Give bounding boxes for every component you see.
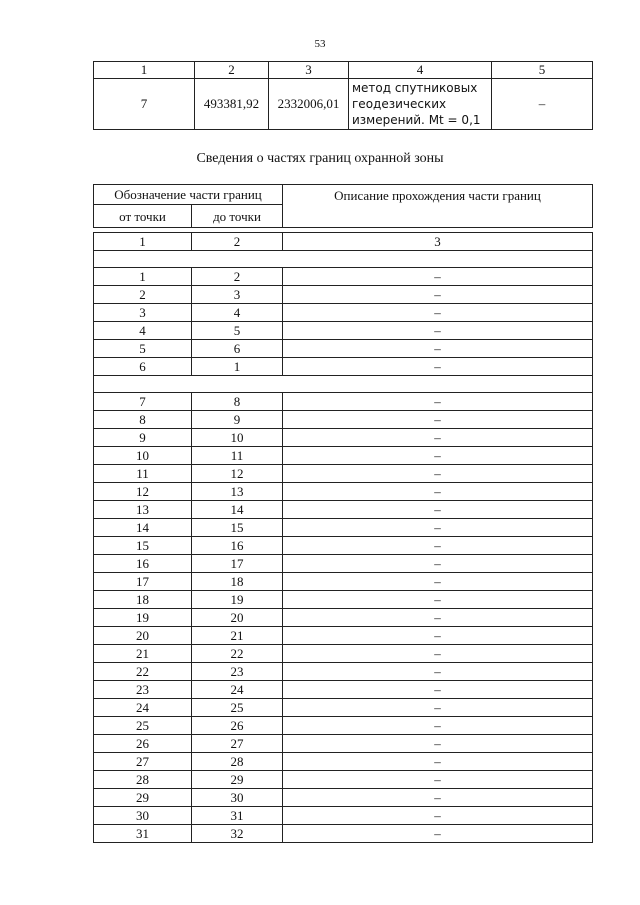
to-point-cell: 12 — [192, 465, 283, 483]
from-point-cell: 24 — [94, 699, 192, 717]
table-row — [94, 537, 593, 555]
from-point-cell: 23 — [94, 681, 192, 699]
group-separator-row — [94, 251, 593, 268]
from-point-cell: 12 — [94, 483, 192, 501]
from-point-cell: 28 — [94, 771, 192, 789]
table2-column-numbers-row — [94, 233, 593, 251]
table-row — [94, 591, 593, 609]
section-caption: Сведения о частях границ охранной зоны — [196, 151, 444, 166]
point-number-cell: 7 — [94, 79, 195, 130]
table-row — [94, 717, 593, 735]
to-point-cell: 2 — [192, 268, 283, 286]
boundary-parts-table — [93, 184, 593, 843]
description-cell: – — [283, 483, 593, 501]
to-point-cell: 31 — [192, 807, 283, 825]
from-point-cell: 4 — [94, 322, 192, 340]
to-point-cell: 9 — [192, 411, 283, 429]
description-cell: – — [283, 753, 593, 771]
table-row — [94, 286, 593, 304]
from-point-cell: 17 — [94, 573, 192, 591]
to-point-cell: 13 — [192, 483, 283, 501]
description-cell: – — [283, 717, 593, 735]
table1-header-cell: 2 — [195, 62, 269, 79]
to-point-cell: 6 — [192, 340, 283, 358]
description-cell: – — [283, 322, 593, 340]
table-row — [94, 465, 593, 483]
description-cell: – — [283, 771, 593, 789]
method-line: метод спутниковых — [352, 81, 478, 95]
table-row — [94, 411, 593, 429]
from-point-cell: 19 — [94, 609, 192, 627]
description-cell: – — [283, 627, 593, 645]
table-row — [94, 393, 593, 411]
from-point-cell: 22 — [94, 663, 192, 681]
to-point-cell: 16 — [192, 537, 283, 555]
description-cell: – — [283, 573, 593, 591]
table-row — [94, 627, 593, 645]
to-point-cell: 10 — [192, 429, 283, 447]
table1-row — [94, 79, 593, 130]
table-row — [94, 573, 593, 591]
description-cell: – — [283, 465, 593, 483]
description-cell: – — [283, 304, 593, 322]
to-point-cell: 8 — [192, 393, 283, 411]
table-row — [94, 645, 593, 663]
from-point-cell: 13 — [94, 501, 192, 519]
from-point-cell: 3 — [94, 304, 192, 322]
to-point-cell: 1 — [192, 358, 283, 376]
table-row — [94, 699, 593, 717]
table1-header-cell: 5 — [492, 62, 593, 79]
to-point-cell: 11 — [192, 447, 283, 465]
from-point-cell: 11 — [94, 465, 192, 483]
x-coordinate-cell: 493381,92 — [195, 79, 269, 130]
description-cell: – — [283, 429, 593, 447]
to-point-cell: 25 — [192, 699, 283, 717]
from-point-cell: 31 — [94, 825, 192, 843]
table1-header-cell: 3 — [269, 62, 349, 79]
from-point-cell: 6 — [94, 358, 192, 376]
extra-cell: – — [492, 79, 593, 130]
description-cell: – — [283, 825, 593, 843]
description-cell: – — [283, 609, 593, 627]
col-number-cell: 2 — [192, 233, 283, 251]
from-point-cell: 7 — [94, 393, 192, 411]
from-point-cell: 16 — [94, 555, 192, 573]
col-number-cell: 3 — [283, 233, 593, 251]
header-to-cell: до точки — [192, 205, 283, 228]
table-row — [94, 789, 593, 807]
to-point-cell: 20 — [192, 609, 283, 627]
to-point-cell: 22 — [192, 645, 283, 663]
table-row — [94, 501, 593, 519]
to-point-cell: 30 — [192, 789, 283, 807]
to-point-cell: 27 — [192, 735, 283, 753]
to-point-cell: 18 — [192, 573, 283, 591]
description-cell: – — [283, 519, 593, 537]
description-cell: – — [283, 663, 593, 681]
table1-header-cell: 4 — [349, 62, 492, 79]
description-cell: – — [283, 501, 593, 519]
method-line: измерений. Mt = 0,1 — [352, 113, 481, 127]
description-cell: – — [283, 411, 593, 429]
group-separator-row — [94, 376, 593, 393]
table-row — [94, 555, 593, 573]
to-point-cell: 3 — [192, 286, 283, 304]
header-from-cell: от точки — [94, 205, 192, 228]
col-number-cell: 1 — [94, 233, 192, 251]
description-cell: – — [283, 645, 593, 663]
table-row — [94, 304, 593, 322]
description-cell: – — [283, 537, 593, 555]
from-point-cell: 1 — [94, 268, 192, 286]
to-point-cell: 19 — [192, 591, 283, 609]
table1-header-cell: 1 — [94, 62, 195, 79]
to-point-cell: 28 — [192, 753, 283, 771]
y-coordinate-cell: 2332006,01 — [269, 79, 349, 130]
table-row — [94, 483, 593, 501]
table-row — [94, 322, 593, 340]
description-cell: – — [283, 286, 593, 304]
from-point-cell: 18 — [94, 591, 192, 609]
table-row — [94, 681, 593, 699]
from-point-cell: 8 — [94, 411, 192, 429]
from-point-cell: 26 — [94, 735, 192, 753]
to-point-cell: 32 — [192, 825, 283, 843]
table-row — [94, 340, 593, 358]
method-line: геодезических — [352, 97, 447, 111]
to-point-cell: 21 — [192, 627, 283, 645]
table-row — [94, 771, 593, 789]
table-row — [94, 519, 593, 537]
header-desc-cell: Описание прохождения части границ — [283, 185, 593, 228]
to-point-cell: 24 — [192, 681, 283, 699]
from-point-cell: 14 — [94, 519, 192, 537]
table-row — [94, 807, 593, 825]
group-separator-cell — [94, 376, 593, 393]
description-cell: – — [283, 681, 593, 699]
to-point-cell: 4 — [192, 304, 283, 322]
to-point-cell: 17 — [192, 555, 283, 573]
from-point-cell: 9 — [94, 429, 192, 447]
to-point-cell: 14 — [192, 501, 283, 519]
coordinates-table — [93, 61, 593, 130]
table-row — [94, 735, 593, 753]
description-cell: – — [283, 340, 593, 358]
from-point-cell: 2 — [94, 286, 192, 304]
table-row — [94, 429, 593, 447]
description-cell: – — [283, 268, 593, 286]
description-cell: – — [283, 447, 593, 465]
header-group-cell: Обозначение части границ — [94, 185, 283, 205]
table-row — [94, 358, 593, 376]
to-point-cell: 23 — [192, 663, 283, 681]
description-cell: – — [283, 735, 593, 753]
table-row — [94, 447, 593, 465]
to-point-cell: 26 — [192, 717, 283, 735]
table-row — [94, 753, 593, 771]
from-point-cell: 30 — [94, 807, 192, 825]
group-separator-cell — [94, 251, 593, 268]
to-point-cell: 5 — [192, 322, 283, 340]
from-point-cell: 10 — [94, 447, 192, 465]
table-row — [94, 268, 593, 286]
description-cell: – — [283, 591, 593, 609]
from-point-cell: 21 — [94, 645, 192, 663]
page-number: 53 — [314, 38, 326, 50]
table2-header-row — [94, 185, 593, 205]
from-point-cell: 20 — [94, 627, 192, 645]
to-point-cell: 15 — [192, 519, 283, 537]
table-row — [94, 663, 593, 681]
description-cell: – — [283, 789, 593, 807]
from-point-cell: 15 — [94, 537, 192, 555]
to-point-cell: 29 — [192, 771, 283, 789]
description-cell: – — [283, 699, 593, 717]
description-cell: – — [283, 358, 593, 376]
description-cell: – — [283, 555, 593, 573]
from-point-cell: 29 — [94, 789, 192, 807]
description-cell: – — [283, 807, 593, 825]
table-row — [94, 825, 593, 843]
table1-header-row — [94, 62, 593, 79]
from-point-cell: 25 — [94, 717, 192, 735]
from-point-cell: 27 — [94, 753, 192, 771]
from-point-cell: 5 — [94, 340, 192, 358]
description-cell: – — [283, 393, 593, 411]
table-row — [94, 609, 593, 627]
method-cell — [349, 79, 492, 130]
